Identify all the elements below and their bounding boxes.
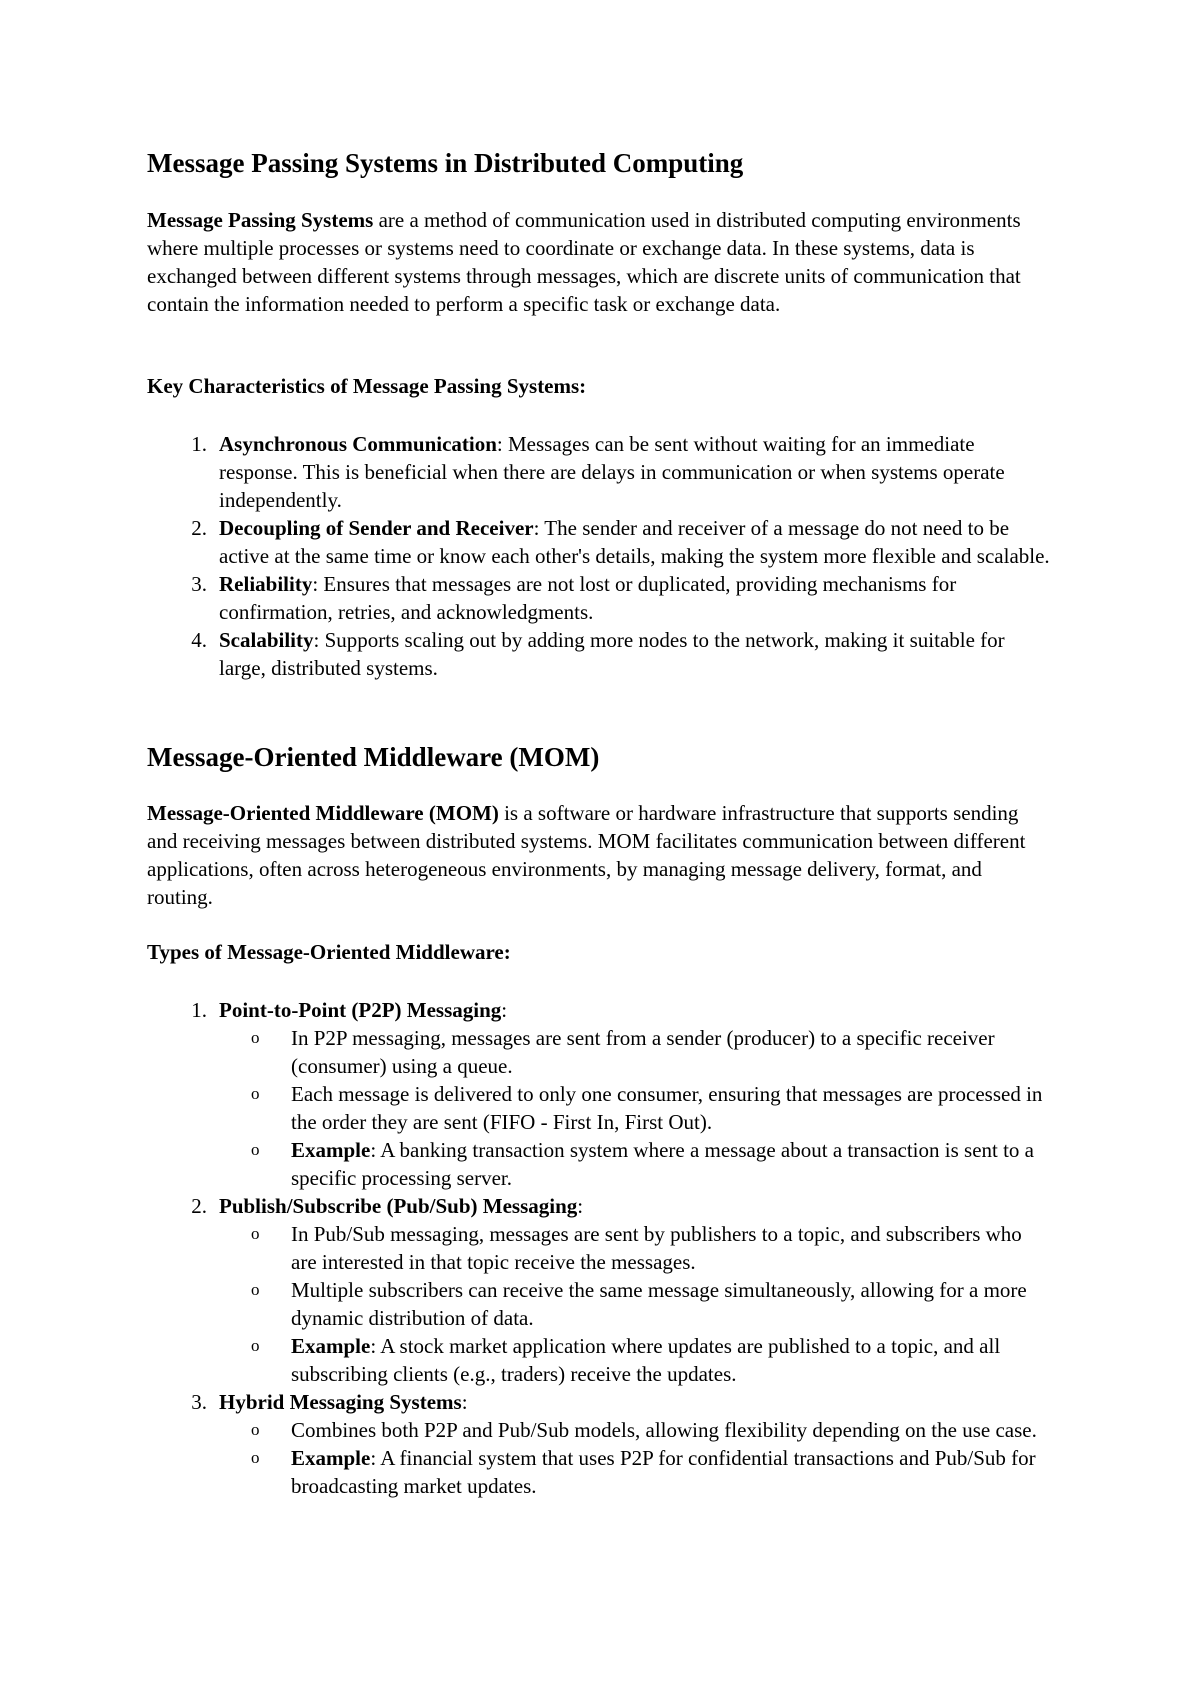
mom-paragraph [147,799,1052,911]
sub-list-item [219,1080,1052,1136]
bullet-icon: o [251,1224,260,1243]
bullet-icon: o [251,1448,260,1467]
sub-text: Combines both P2P and Pub/Sub models, allowing flexibility depending on the use case. [291,1418,1037,1442]
list-item [147,1388,1052,1500]
sub-text: : A stock market application where updates are published to a topic, and all subscribing clients (e.g., traders) receive the updates. [291,1334,1001,1386]
sub-text: Each message is delivered to only one consumer, ensuring that messages are processed in the order they are sent (FIFO - First In, First Out). [291,1082,1043,1134]
item-text: : [501,998,508,1022]
bullet-icon: o [251,1140,260,1159]
intro-text: are a method of communication used in distributed computing environments where multiple processes or systems need to coordinate or exchange data. In these systems, data is exchanged between different systems through messages, which are discrete units of communication that contain the information needed to perform a specific task or exchange data. [147,208,1021,316]
bullet-icon: o [251,1028,260,1047]
sub-term: Example [291,1334,371,1358]
bullet-icon: o [251,1336,260,1355]
sub-list-item [219,1220,1052,1276]
list-number: 4. [191,628,207,652]
item-text: : Ensures that messages are not lost or duplicated, providing mechanisms for confirmation, retries, and acknowledgments. [219,572,957,624]
item-text: : Supports scaling out by adding more nodes to the network, making it suitable for large, distributed systems. [219,628,1005,680]
item-term: Point-to-Point (P2P) Messaging [219,998,502,1022]
list-item [147,1192,1052,1388]
item-term: Reliability [219,572,313,596]
item-term: Scalability [219,628,314,652]
list-number: 3. [191,572,207,596]
sub-list-item [219,1332,1052,1388]
sub-list [219,1220,1052,1388]
types-heading: Types of Message-Oriented Middleware: [147,940,511,964]
mom-text: is a software or hardware infrastructure that supports sending and receiving messages between distributed systems. MOM facilitates communication between different applications, often across heterogeneous environments, by managing message delivery, format, and routing. [147,801,1026,909]
item-term: Asynchronous Communication [219,432,497,456]
sub-list-item [219,1276,1052,1332]
list-item [147,430,1052,514]
item-text: : [461,1390,468,1414]
sub-list [219,1024,1052,1192]
sub-list-item [219,1136,1052,1192]
bullet-icon: o [251,1084,260,1103]
page-title: Message Passing Systems in Distributed Computing [147,148,744,178]
item-term: Hybrid Messaging Systems [219,1390,462,1414]
list-number: 1. [191,998,207,1022]
list-item [147,570,1052,626]
item-text: : The sender and receiver of a message do not need to be active at the same time or know each other's details, making the system more flexible and scalable. [219,516,1050,568]
intro-bold: Message Passing Systems [147,208,374,232]
list-item [147,514,1052,570]
intro-paragraph [147,206,1052,318]
sub-text: : A banking transaction system where a message about a transaction is sent to a specific processing server. [291,1138,1035,1190]
mom-bold: Message-Oriented Middleware (MOM) [147,801,499,825]
mom-heading: Message-Oriented Middleware (MOM) [147,742,600,772]
list-number: 1. [191,432,207,456]
sub-list-item [219,1444,1052,1500]
types-list [147,996,1052,1500]
sub-list-item [219,1024,1052,1080]
bullet-icon: o [251,1420,260,1439]
sub-list [219,1416,1052,1500]
item-term: Publish/Subscribe (Pub/Sub) Messaging [219,1194,578,1218]
sub-term: Example [291,1446,371,1470]
list-number: 3. [191,1390,207,1414]
characteristics-list [147,430,1052,682]
sub-term: Example [291,1138,371,1162]
item-text: : Messages can be sent without waiting for an immediate response. This is beneficial when there are delays in communication or when systems operate independently. [219,432,1005,512]
sub-text: : A financial system that uses P2P for confidential transactions and Pub/Sub for broadcasting market updates. [291,1446,1036,1498]
item-text: : [577,1194,584,1218]
bullet-icon: o [251,1280,260,1299]
sub-list-item [219,1416,1052,1444]
list-number: 2. [191,1194,207,1218]
list-item [147,996,1052,1192]
characteristics-heading: Key Characteristics of Message Passing Systems: [147,374,587,398]
item-term: Decoupling of Sender and Receiver [219,516,534,540]
sub-text: In P2P messaging, messages are sent from a sender (producer) to a specific receiver (consumer) using a queue. [291,1026,995,1078]
list-number: 2. [191,516,207,540]
sub-text: Multiple subscribers can receive the same message simultaneously, allowing for a more dynamic distribution of data. [291,1278,1027,1330]
list-item [147,626,1052,682]
sub-text: In Pub/Sub messaging, messages are sent by publishers to a topic, and subscribers who are interested in that topic receive the messages. [291,1222,1022,1274]
